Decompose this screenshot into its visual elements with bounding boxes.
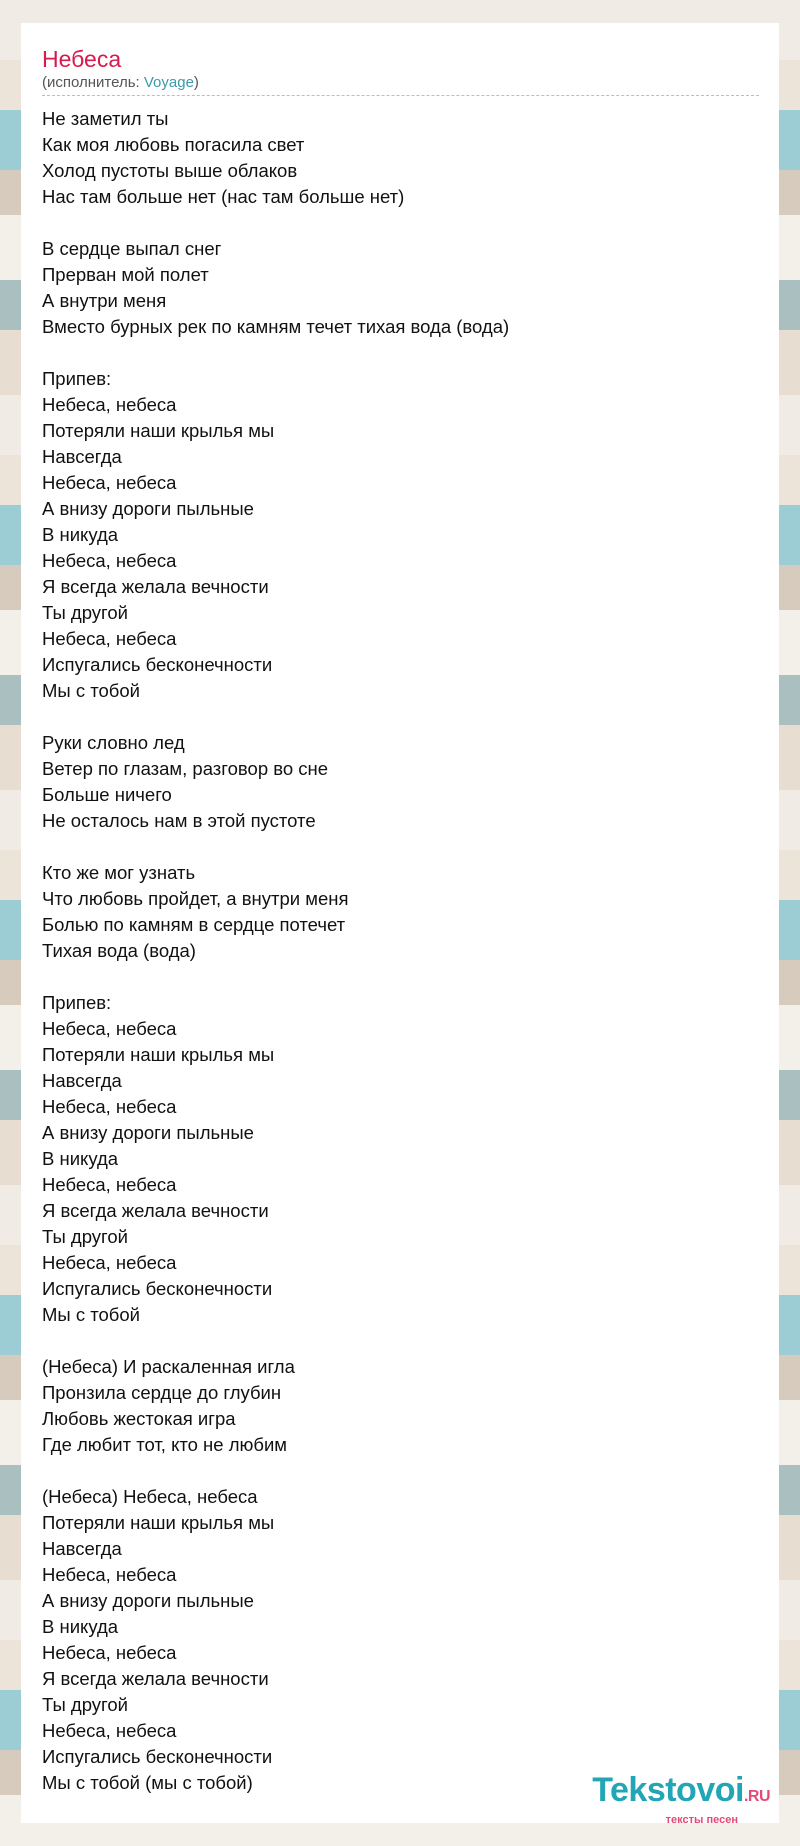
lyric-line: Небеса, небеса bbox=[42, 628, 177, 649]
lyric-line: Прерван мой полет bbox=[42, 264, 209, 285]
lyrics-stanza bbox=[42, 1484, 759, 1796]
lyric-line: В никуда bbox=[42, 524, 119, 545]
lyric-line: Ветер по глазам, разговор во сне bbox=[42, 758, 329, 779]
lyric-line: Вместо бурных рек по камням течет тихая вода (вода) bbox=[42, 316, 510, 337]
lyrics-stanza bbox=[42, 366, 759, 704]
lyric-line: Нас там больше нет (нас там больше нет) bbox=[42, 186, 405, 207]
lyric-line: Кто же мог узнать bbox=[42, 862, 196, 883]
lyrics-stanza bbox=[42, 236, 759, 340]
lyrics-stanza bbox=[42, 1354, 759, 1458]
lyric-line: Небеса, небеса bbox=[42, 1252, 177, 1273]
lyric-line: Испугались бесконечности bbox=[42, 1746, 273, 1767]
lyric-line: (Небеса) И раскаленная игла bbox=[42, 1356, 295, 1377]
lyrics-body bbox=[42, 106, 759, 1796]
lyric-line: Небеса, небеса bbox=[42, 1096, 177, 1117]
lyric-line: Мы с тобой bbox=[42, 1304, 141, 1325]
lyric-line: Мы с тобой bbox=[42, 680, 141, 701]
lyric-line: Небеса, небеса bbox=[42, 1174, 177, 1195]
lyric-line: Я всегда желала вечности bbox=[42, 1200, 269, 1221]
lyric-line: Потеряли наши крылья мы bbox=[42, 420, 275, 441]
lyric-line: Испугались бесконечности bbox=[42, 654, 273, 675]
lyrics-card bbox=[21, 23, 779, 1823]
lyric-line: Не заметил ты bbox=[42, 108, 169, 129]
lyrics-stanza bbox=[42, 990, 759, 1328]
lyric-line: Любовь жестокая игра bbox=[42, 1408, 236, 1429]
lyric-line: Припев: bbox=[42, 992, 112, 1013]
lyric-line: В сердце выпал снег bbox=[42, 238, 222, 259]
lyric-line: Небеса, небеса bbox=[42, 550, 177, 571]
lyric-line: В никуда bbox=[42, 1148, 119, 1169]
lyric-line: Небеса, небеса bbox=[42, 1018, 177, 1039]
lyric-line: Я всегда желала вечности bbox=[42, 1668, 269, 1689]
lyric-line: Где любит тот, кто не любим bbox=[42, 1434, 288, 1455]
lyric-line: Навсегда bbox=[42, 1070, 122, 1091]
lyric-line: Руки словно лед bbox=[42, 732, 185, 753]
lyric-line: В никуда bbox=[42, 1616, 119, 1637]
lyric-line: Пронзила сердце до глубин bbox=[42, 1382, 282, 1403]
lyric-line: Болью по камням в сердце потечет bbox=[42, 914, 346, 935]
lyric-line: Ты другой bbox=[42, 1226, 129, 1247]
lyric-line: А внизу дороги пыльные bbox=[42, 1590, 254, 1611]
lyric-line: А внизу дороги пыльные bbox=[42, 498, 254, 519]
lyric-line: Я всегда желала вечности bbox=[42, 576, 269, 597]
lyric-line: Как моя любовь погасила свет bbox=[42, 134, 305, 155]
logo-suffix: .RU bbox=[743, 1788, 770, 1805]
lyric-line: (Небеса) Небеса, небеса bbox=[42, 1486, 258, 1507]
logo-tagline: тексты песен bbox=[665, 1814, 738, 1826]
song-title: Небеса bbox=[42, 46, 122, 72]
lyrics-stanza bbox=[42, 860, 759, 964]
lyric-line: Мы с тобой (мы с тобой) bbox=[42, 1772, 253, 1793]
lyric-line: Навсегда bbox=[42, 446, 122, 467]
lyric-line: А внизу дороги пыльные bbox=[42, 1122, 254, 1143]
lyric-line: Испугались бесконечности bbox=[42, 1278, 273, 1299]
artist-line bbox=[42, 73, 759, 96]
lyric-line: Небеса, небеса bbox=[42, 1720, 177, 1741]
lyric-line: Ты другой bbox=[42, 602, 129, 623]
lyrics-stanza bbox=[42, 730, 759, 834]
lyric-line: Небеса, небеса bbox=[42, 1642, 177, 1663]
lyric-line: Припев: bbox=[42, 368, 112, 389]
logo-main-text: Tekstovoi bbox=[592, 1771, 744, 1809]
lyrics-stanza bbox=[42, 106, 759, 210]
lyric-line: Потеряли наши крылья мы bbox=[42, 1044, 275, 1065]
lyric-line: Небеса, небеса bbox=[42, 472, 177, 493]
lyric-line: Небеса, небеса bbox=[42, 1564, 177, 1585]
artist-suffix: ) bbox=[193, 74, 199, 91]
artist-prefix: (исполнитель: bbox=[42, 74, 144, 91]
lyric-line: Больше ничего bbox=[42, 784, 172, 805]
lyric-line: Небеса, небеса bbox=[42, 394, 177, 415]
lyric-line: А внутри меня bbox=[42, 290, 167, 311]
lyric-line: Навсегда bbox=[42, 1538, 122, 1559]
lyric-line: Ты другой bbox=[42, 1694, 129, 1715]
lyric-line: Что любовь пройдет, а внутри меня bbox=[42, 888, 349, 909]
lyric-line: Тихая вода (вода) bbox=[42, 940, 196, 961]
artist-link[interactable]: Voyage bbox=[143, 74, 194, 91]
lyric-line: Потеряли наши крылья мы bbox=[42, 1512, 275, 1533]
lyric-line: Холод пустоты выше облаков bbox=[42, 160, 298, 181]
lyric-line: Не осталось нам в этой пустоте bbox=[42, 810, 316, 831]
site-logo[interactable] bbox=[592, 1773, 770, 1826]
